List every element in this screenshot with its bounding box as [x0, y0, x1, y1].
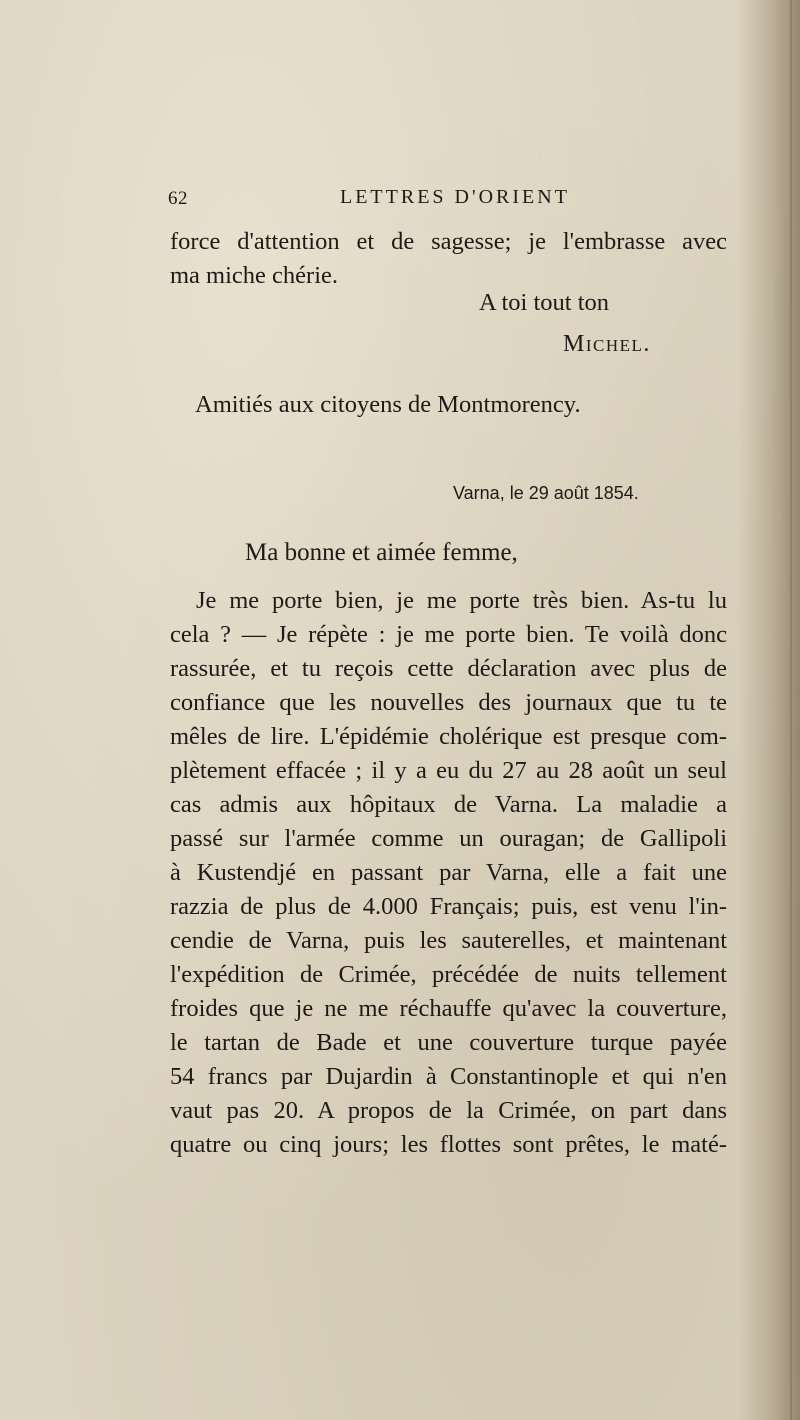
text-line: le tartan de Bade et une couverture turque payée [170, 1029, 727, 1056]
text-line: ma miche chérie. [170, 262, 339, 289]
text-line: vaut pas 20. A propos de la Crimée, on part dans [170, 1097, 727, 1124]
text-line: froides que je ne me réchauffe qu'avec la couverture, [170, 995, 727, 1022]
text-line: à Kustendjé en passant par Varna, elle a fait une [170, 859, 727, 886]
page-edge-line [790, 0, 792, 1420]
page-number: 62 [168, 188, 188, 209]
text-line: confiance que les nouvelles des journaux que tu te [170, 689, 727, 716]
letter-signature: Michel. [563, 331, 651, 357]
text-line: 54 francs par Dujardin à Constantinople et qui n'en [170, 1063, 727, 1090]
text-line: force d'attention et de sagesse; je l'embrasse avec [170, 228, 727, 255]
text-line: plètement effacée ; il y a eu du 27 au 28 août un seul [170, 757, 727, 784]
text-line: razzia de plus de 4.000 Français; puis, est venu l'in- [170, 893, 727, 920]
letter-postscript: Amitiés aux citoyens de Montmorency. [195, 391, 581, 418]
text-line: rassurée, et tu reçois cette déclaration avec plus de [170, 655, 727, 682]
letter-salutation: Ma bonne et aimée femme, [245, 539, 518, 566]
page-header [168, 186, 728, 216]
letter-dateline: Varna, le 29 août 1854. [453, 483, 639, 503]
text-line: mêles de lire. L'épidémie cholérique est presque com- [170, 723, 727, 750]
text-line: quatre ou cinq jours; les flottes sont prêtes, le maté- [170, 1131, 727, 1158]
text-line: Je me porte bien, je me porte très bien. As-tu lu [196, 587, 727, 614]
text-line: passé sur l'armée comme un ouragan; de Gallipoli [170, 825, 727, 852]
text-line: cendie de Varna, puis les sauterelles, et maintenant [170, 927, 727, 954]
text-line: cela ? — Je répète : je me porte bien. Te voilà donc [170, 621, 727, 648]
running-title: LETTRES D'ORIENT [340, 186, 570, 208]
text-line: l'expédition de Crimée, précédée de nuits tellement [170, 961, 727, 988]
text-line: cas admis aux hôpitaux de Varna. La maladie a [170, 791, 727, 818]
letter-closing: A toi tout ton [479, 289, 610, 316]
